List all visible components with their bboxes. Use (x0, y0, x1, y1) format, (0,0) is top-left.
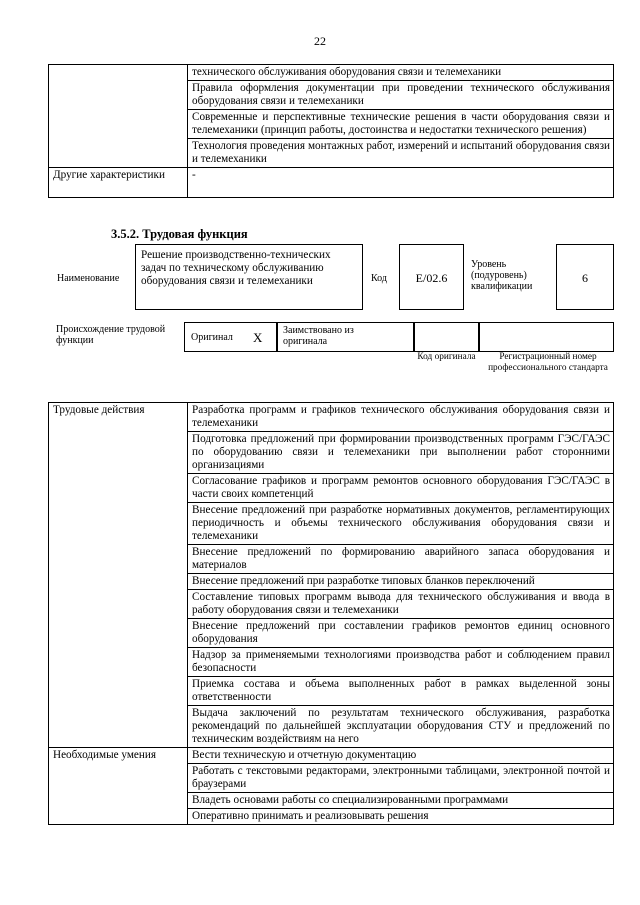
action-item: Разработка программ и графиков технического обслуживания оборудования связи и телемеханики (188, 403, 614, 432)
knowledge-item: технического обслуживания оборудования связи и телемеханики (188, 65, 614, 81)
code-value: E/02.6 (415, 271, 448, 285)
knowledge-table (48, 64, 614, 198)
skill-item: Оперативно принимать и реализовывать решения (188, 809, 614, 825)
table-row (49, 65, 614, 81)
action-item: Внесение предложений при разработке типовых бланков переключений (188, 574, 614, 590)
origin-reg-box (479, 322, 614, 352)
table-row (49, 168, 614, 198)
original-mark: X (253, 330, 263, 345)
borrowed-label: Заимствовано из оригинала (283, 325, 354, 347)
action-item: Приемка состава и объема выполненных работ в рамках выделенной зоны ответственности (188, 677, 614, 706)
original-label: Оригинал (191, 332, 233, 343)
table-row (49, 403, 614, 432)
skill-item: Вести техническую и отчетную документацию (188, 748, 614, 764)
action-item: Внесение предложений по формированию аварийного запаса оборудования и материалов (188, 545, 614, 574)
action-item: Выдача заключений по результатам технического обслуживания, разработка рекомендаций по дальнейшей эксплуатации оборудования СТУ и предложений по техническим воздействиям на него (188, 706, 614, 748)
skill-item: Работать с текстовыми редакторами, электронными таблицами, электронной почтой и браузерами (188, 764, 614, 793)
page-number: 22 (314, 34, 326, 48)
code-origin-caption: Код оригинала (417, 352, 476, 362)
level-value: 6 (582, 271, 588, 285)
origin-label: Происхождение трудовой функции (56, 324, 166, 346)
action-item: Составление типовых программ вывода для технического обслуживания и ввода в работу оборудования связи и телемеханики (188, 590, 614, 619)
action-item: Подготовка предложений при формировании производственных программ ГЭС/ГАЭС по оборудованию связи и телемеханики при выполнении работ сторонними организациями (188, 432, 614, 474)
function-table (48, 402, 614, 825)
action-item: Внесение предложений при составлении графиков ремонтов единиц основного оборудования (188, 619, 614, 648)
function-name: Решение производственно-технических задач по техническому обслуживанию оборудования связи и телемеханики (141, 249, 331, 287)
other-characteristics-label: Другие характеристики (49, 168, 188, 198)
section-title: 3.5.2. Трудовая функция (111, 227, 248, 241)
code-label: Код (371, 273, 387, 284)
action-item: Надзор за применяемыми технологиями производства работ и соблюдением правил безопасности (188, 648, 614, 677)
table-row (49, 748, 614, 764)
level-label: Уровень (подуровень) квалификации (471, 259, 533, 292)
name-label: Наименование (57, 273, 120, 284)
knowledge-item: Правила оформления документации при проведении технического обслуживания оборудования связи и телемеханики (188, 81, 614, 110)
knowledge-item: Современные и перспективные технические решения в части оборудования связи и телемеханики (принцип работы, достоинства и недостатки технического решения) (188, 110, 614, 139)
function-name-box (135, 244, 363, 310)
origin-code-box (414, 322, 479, 352)
knowledge-item: Технология проведения монтажных работ, измерений и испытаний оборудования связи и телемеханики (188, 139, 614, 168)
skills-label: Необходимые умения (49, 748, 188, 825)
reg-number-caption: Регистрационный номер профессионального стандарта (488, 352, 608, 373)
skill-item: Владеть основами работы со специализированными программами (188, 793, 614, 809)
action-item: Внесение предложений при разработке нормативных документов, регламентирующих периодичность и объемы технического обслуживания оборудования связи и телемеханики (188, 503, 614, 545)
empty-label-cell (49, 65, 188, 168)
actions-label: Трудовые действия (49, 403, 188, 748)
other-characteristics-value: - (188, 168, 614, 198)
action-item: Согласование графиков и программ ремонтов основного оборудования ГЭС/ГАЭС в части своих компетенций (188, 474, 614, 503)
code-box (399, 244, 464, 310)
level-box (556, 244, 614, 310)
